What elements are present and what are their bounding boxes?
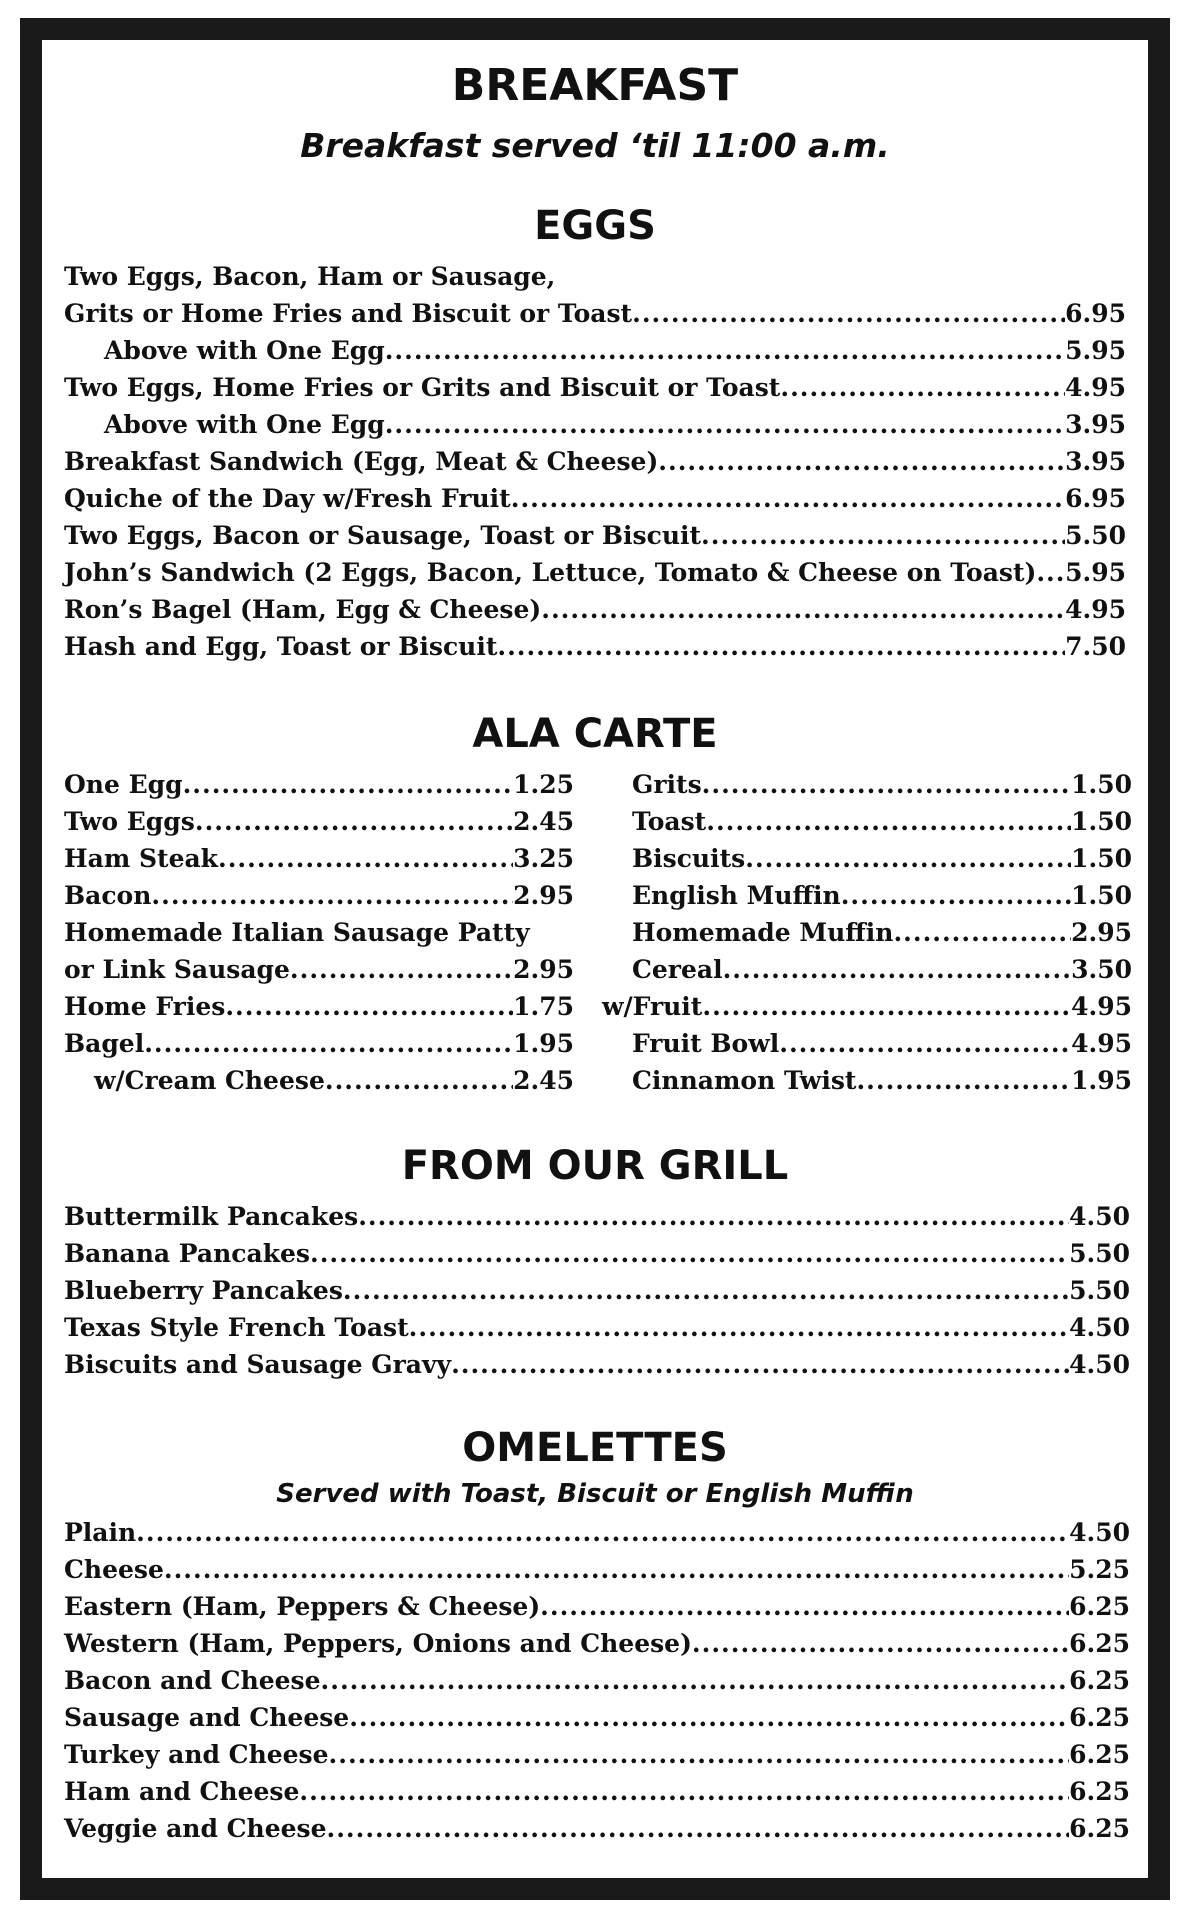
list-item: Home Fries ..... 1.75 bbox=[64, 988, 574, 1025]
list-item: Breakfast Sandwich (Egg, Meat & Cheese) ..... 3.95 bbox=[64, 443, 1126, 480]
list-item: or Link Sausage ..... 2.95 bbox=[64, 951, 574, 988]
list-item: Fruit Bowl ..... 4.95 bbox=[602, 1025, 1132, 1062]
leader-dots bbox=[299, 1773, 1069, 1810]
leader-dots bbox=[779, 1025, 1071, 1062]
list-item: Two Eggs, Bacon or Sausage, Toast or Biscuit ..... 5.50 bbox=[64, 517, 1126, 554]
list-item: Ham and Cheese ..... 6.25 bbox=[64, 1773, 1130, 1810]
list-item: Toast ..... 1.50 bbox=[602, 803, 1132, 840]
leader-dots bbox=[195, 803, 513, 840]
list-item: w/Fruit ..... 4.95 bbox=[602, 988, 1132, 1025]
leader-dots bbox=[218, 840, 513, 877]
leader-dots bbox=[385, 332, 1065, 369]
eggs-list bbox=[64, 258, 1126, 665]
list-item: Bagel ..... 1.95 bbox=[64, 1025, 574, 1062]
list-item: Ham Steak ..... 3.25 bbox=[64, 840, 574, 877]
list-item: Homemade Italian Sausage Patty bbox=[64, 918, 530, 947]
omelettes-subtitle: Served with Toast, Biscuit or English Muffin bbox=[276, 1479, 914, 1509]
list-item: Quiche of the Day w/Fresh Fruit ..... 6.95 bbox=[64, 480, 1126, 517]
leader-dots bbox=[225, 988, 513, 1025]
list-item: Banana Pancakes ..... 5.50 bbox=[64, 1235, 1130, 1272]
grill-section-title: FROM OUR GRILL bbox=[401, 1143, 789, 1189]
ala-carte-left-list bbox=[64, 766, 574, 1099]
leader-dots bbox=[329, 1736, 1070, 1773]
leader-dots bbox=[136, 1514, 1069, 1551]
leader-dots bbox=[183, 766, 514, 803]
breakfast-menu bbox=[42, 40, 1148, 1876]
list-item: w/Cream Cheese ..... 2.45 bbox=[64, 1062, 574, 1099]
list-item: Ron’s Bagel (Ham, Egg & Cheese) ..... 4.95 bbox=[64, 591, 1126, 628]
leader-dots bbox=[692, 1625, 1069, 1662]
leader-dots bbox=[321, 1662, 1070, 1699]
leader-dots bbox=[706, 803, 1071, 840]
eggs-section-title: EGGS bbox=[534, 203, 656, 249]
leader-dots bbox=[723, 951, 1072, 988]
list-item: Two Eggs, Bacon, Ham or Sausage, bbox=[64, 262, 556, 291]
list-item: Two Eggs, Home Fries or Grits and Biscuit or Toast ..... 4.95 bbox=[64, 369, 1126, 406]
leader-dots bbox=[541, 591, 1065, 628]
menu-title: BREAKFAST bbox=[451, 60, 739, 111]
leader-dots bbox=[701, 517, 1065, 554]
leader-dots bbox=[540, 1588, 1069, 1625]
leader-dots bbox=[632, 295, 1065, 332]
list-item: Eastern (Ham, Peppers & Cheese) ..... 6.25 bbox=[64, 1588, 1130, 1625]
ala-carte-section-title: ALA CARTE bbox=[472, 711, 718, 757]
ala-carte-right-list bbox=[602, 766, 1132, 1099]
list-item: Grits ..... 1.50 bbox=[602, 766, 1132, 803]
leader-dots bbox=[310, 1235, 1069, 1272]
leader-dots bbox=[409, 1309, 1069, 1346]
leader-dots bbox=[451, 1346, 1069, 1383]
list-item: English Muffin ..... 1.50 bbox=[602, 877, 1132, 914]
menu-subtitle: Breakfast served ‘til 11:00 a.m. bbox=[300, 126, 890, 165]
leader-dots bbox=[702, 766, 1071, 803]
list-item: Veggie and Cheese ..... 6.25 bbox=[64, 1810, 1130, 1847]
list-item: Sausage and Cheese ..... 6.25 bbox=[64, 1699, 1130, 1736]
leader-dots bbox=[164, 1551, 1069, 1588]
leader-dots bbox=[1036, 554, 1065, 591]
leader-dots bbox=[327, 1810, 1070, 1847]
list-item: Plain ..... 4.50 bbox=[64, 1514, 1130, 1551]
list-item: One Egg ..... 1.25 bbox=[64, 766, 574, 803]
leader-dots bbox=[385, 406, 1065, 443]
leader-dots bbox=[511, 480, 1065, 517]
list-item: Grits or Home Fries and Biscuit or Toast ..... 6.95 bbox=[64, 295, 1126, 332]
leader-dots bbox=[893, 914, 1071, 951]
leader-dots bbox=[290, 951, 513, 988]
leader-dots bbox=[349, 1699, 1069, 1736]
list-item: Biscuits ..... 1.50 bbox=[602, 840, 1132, 877]
omelettes-section-title: OMELETTES bbox=[462, 1425, 728, 1471]
list-item: Buttermilk Pancakes ..... 4.50 bbox=[64, 1198, 1130, 1235]
list-item: Hash and Egg, Toast or Biscuit ..... 7.50 bbox=[64, 628, 1126, 665]
list-item: Texas Style French Toast ..... 4.50 bbox=[64, 1309, 1130, 1346]
list-item: Bacon ..... 2.95 bbox=[64, 877, 574, 914]
leader-dots bbox=[144, 1025, 513, 1062]
list-item: John’s Sandwich (2 Eggs, Bacon, Lettuce, Tomato & Cheese on Toast) ..... 5.95 bbox=[64, 554, 1126, 591]
list-item: Blueberry Pancakes ..... 5.50 bbox=[64, 1272, 1130, 1309]
leader-dots bbox=[856, 1062, 1071, 1099]
leader-dots bbox=[841, 877, 1071, 914]
leader-dots bbox=[358, 1198, 1069, 1235]
leader-dots bbox=[497, 628, 1065, 665]
leader-dots bbox=[702, 988, 1071, 1025]
list-item: Above with One Egg ..... 5.95 bbox=[64, 332, 1126, 369]
leader-dots bbox=[780, 369, 1065, 406]
leader-dots bbox=[343, 1272, 1069, 1309]
list-item: Bacon and Cheese ..... 6.25 bbox=[64, 1662, 1130, 1699]
list-item: Above with One Egg ..... 3.95 bbox=[64, 406, 1126, 443]
leader-dots bbox=[151, 877, 513, 914]
leader-dots bbox=[325, 1062, 513, 1099]
list-item: Turkey and Cheese ..... 6.25 bbox=[64, 1736, 1130, 1773]
list-item: Cinnamon Twist ..... 1.95 bbox=[602, 1062, 1132, 1099]
omelettes-list bbox=[64, 1514, 1130, 1847]
list-item: Biscuits and Sausage Gravy ..... 4.50 bbox=[64, 1346, 1130, 1383]
list-item: Western (Ham, Peppers, Onions and Cheese) ..... 6.25 bbox=[64, 1625, 1130, 1662]
grill-list bbox=[64, 1198, 1130, 1383]
list-item: Cheese ..... 5.25 bbox=[64, 1551, 1130, 1588]
list-item: Two Eggs ..... 2.45 bbox=[64, 803, 574, 840]
list-item: Homemade Muffin ..... 2.95 bbox=[602, 914, 1132, 951]
list-item: Cereal ..... 3.50 bbox=[602, 951, 1132, 988]
leader-dots bbox=[658, 443, 1065, 480]
leader-dots bbox=[745, 840, 1071, 877]
